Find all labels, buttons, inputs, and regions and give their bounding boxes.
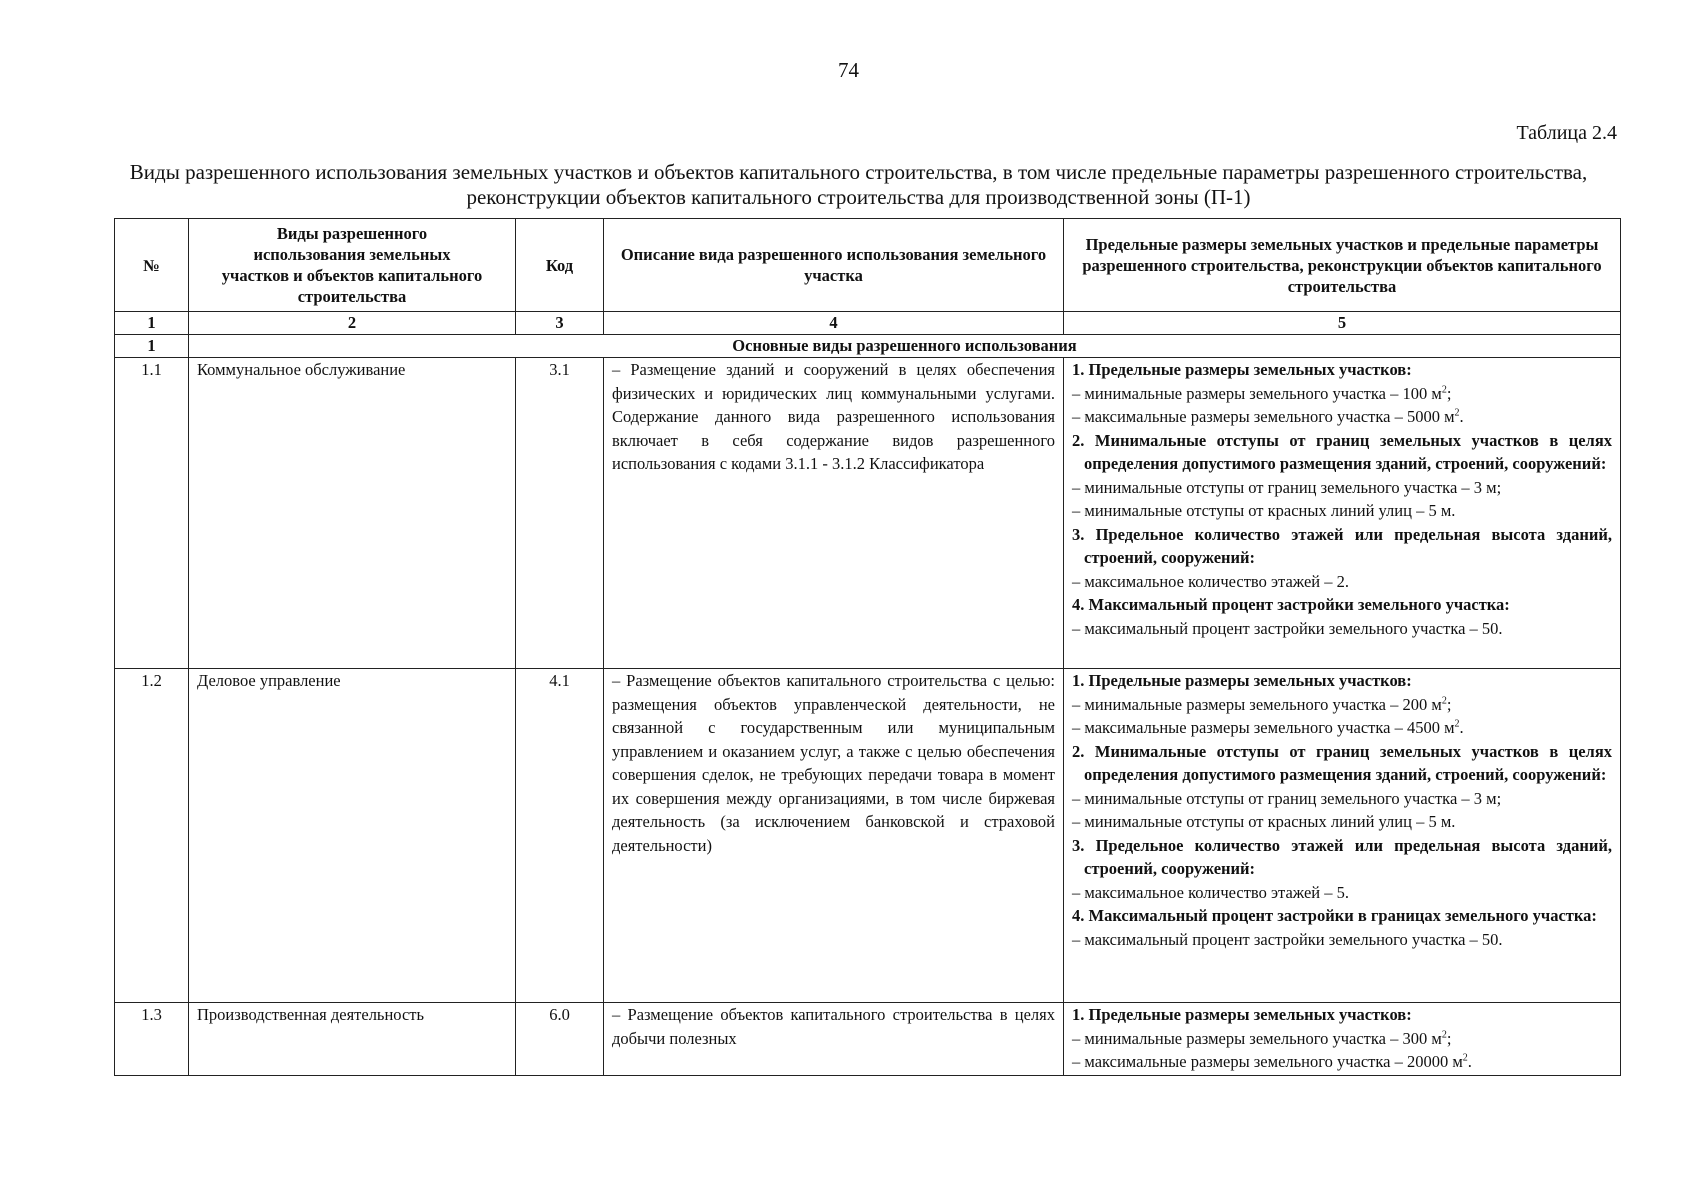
header-desc: Описание вида разрешенного использования земельного участка xyxy=(604,219,1064,312)
col-number: 5 xyxy=(1064,312,1621,335)
table-caption: Виды разрешенного использования земельных участков и объектов капитального строительства, в том числе предельные параметры разрешенного строительства, реконструкции объектов капитального строительства для производственной зоны (П-1) xyxy=(129,160,1588,209)
row-type: Деловое управление xyxy=(189,669,516,1003)
section-row xyxy=(115,335,1621,358)
row-params xyxy=(1064,1003,1621,1076)
param-item: – максимальный процент застройки земельного участка – 50. xyxy=(1072,929,1503,949)
param-item: – минимальные размеры земельного участка – 300 $м^2$; xyxy=(1072,1028,1452,1048)
col-number: 1 xyxy=(115,312,189,335)
section-title: Основные виды разрешенного использования xyxy=(189,335,1621,358)
row-type: Коммунальное обслуживание xyxy=(189,358,516,669)
table-row xyxy=(115,358,1621,669)
table-header-row xyxy=(115,219,1621,312)
param-heading: 4. Максимальный процент застройки земельного участка: xyxy=(1072,595,1510,614)
table-row xyxy=(115,669,1621,1003)
header-params: Предельные размеры земельных участков и предельные параметры разрешенного строительства, реконструкции объектов капитального строительства xyxy=(1064,219,1621,312)
land-use-table xyxy=(114,218,1621,1076)
row-params xyxy=(1064,669,1621,1003)
col-number: 2 xyxy=(189,312,516,335)
row-description: – Размещение зданий и сооружений в целях обеспечения физических и юридических лиц коммунальными услугами. Содержание данного вида разрешенного использования включает в себя содержание видов разрешенного использования с кодами 3.1.1 - 3.1.2 Классификатора xyxy=(604,358,1064,669)
header-code: Код xyxy=(516,219,604,312)
col-number: 3 xyxy=(516,312,604,335)
row-code: 4.1 xyxy=(516,669,604,1003)
param-item: – минимальные отступы от границ земельного участка – 3 м; xyxy=(1072,788,1502,808)
row-number: 1.3 xyxy=(115,1003,189,1076)
param-item: – минимальные отступы от границ земельного участка – 3 м; xyxy=(1072,477,1502,497)
header-num: № xyxy=(115,219,189,312)
param-heading: 3. Предельное количество этажей или предельная высота зданий, строений, сооружений: xyxy=(1072,524,1612,567)
row-params xyxy=(1064,358,1621,669)
row-type: Производственная деятельность xyxy=(189,1003,516,1076)
param-item: – минимальные размеры земельного участка – 100 $м^2$; xyxy=(1072,383,1452,403)
param-heading: 3. Предельное количество этажей или предельная высота зданий, строений, сооружений: xyxy=(1072,835,1612,878)
section-number: 1 xyxy=(115,335,189,358)
param-item: – максимальное количество этажей – 2. xyxy=(1072,571,1349,591)
param-heading: 1. Предельные размеры земельных участков: xyxy=(1072,1005,1412,1024)
param-item: – максимальные размеры земельного участка – 4500 $м^2$. xyxy=(1072,718,1464,737)
param-heading: 1. Предельные размеры земельных участков: xyxy=(1072,671,1412,690)
row-number: 1.1 xyxy=(115,358,189,669)
param-item: – максимальные размеры земельного участка – 20000 $м^2$. xyxy=(1072,1052,1472,1071)
col-number: 4 xyxy=(604,312,1064,335)
table-row xyxy=(115,1003,1621,1076)
param-item: – максимальные размеры земельного участка – 5000 $м^2$. xyxy=(1072,407,1464,426)
param-item: – минимальные отступы от красных линий улиц – 5 м. xyxy=(1072,501,1456,520)
table-label: Таблица 2.4 xyxy=(1516,122,1617,144)
param-item: – минимальные размеры земельного участка – 200 $м^2$; xyxy=(1072,694,1452,714)
header-type: Виды разрешенного использования земельных участков и объектов капитального строительства xyxy=(189,219,516,312)
param-item: – минимальные отступы от красных линий улиц – 5 м. xyxy=(1072,812,1456,831)
page-number: 74 xyxy=(838,58,859,82)
param-heading: 4. Максимальный процент застройки в границах земельного участка: xyxy=(1072,906,1597,925)
row-number: 1.2 xyxy=(115,669,189,1003)
row-description: – Размещение объектов капитального строительства с целью: размещения объектов управленческой деятельности, не связанной с государственным или муниципальным управлением и оказанием услуг, а также с целью обеспечения совершения сделок, не требующих передачи товара в момент их совершения между организациями, в том числе биржевая деятельность (за исключением банковской и страховой деятельности) xyxy=(604,669,1064,1003)
param-heading: 2. Минимальные отступы от границ земельных участков в целях определения допустимого размещения зданий, строений, сооружений: xyxy=(1072,741,1612,784)
param-heading: 2. Минимальные отступы от границ земельных участков в целях определения допустимого размещения зданий, строений, сооружений: xyxy=(1072,430,1612,473)
param-item: – максимальный процент застройки земельного участка – 50. xyxy=(1072,618,1503,638)
row-code: 3.1 xyxy=(516,358,604,669)
column-number-row xyxy=(115,312,1621,335)
param-heading: 1. Предельные размеры земельных участков: xyxy=(1072,360,1412,379)
param-item: – максимальное количество этажей – 5. xyxy=(1072,882,1349,902)
row-code: 6.0 xyxy=(516,1003,604,1076)
row-description: – Размещение объектов капитального строительства в целях добычи полезных xyxy=(604,1003,1064,1076)
